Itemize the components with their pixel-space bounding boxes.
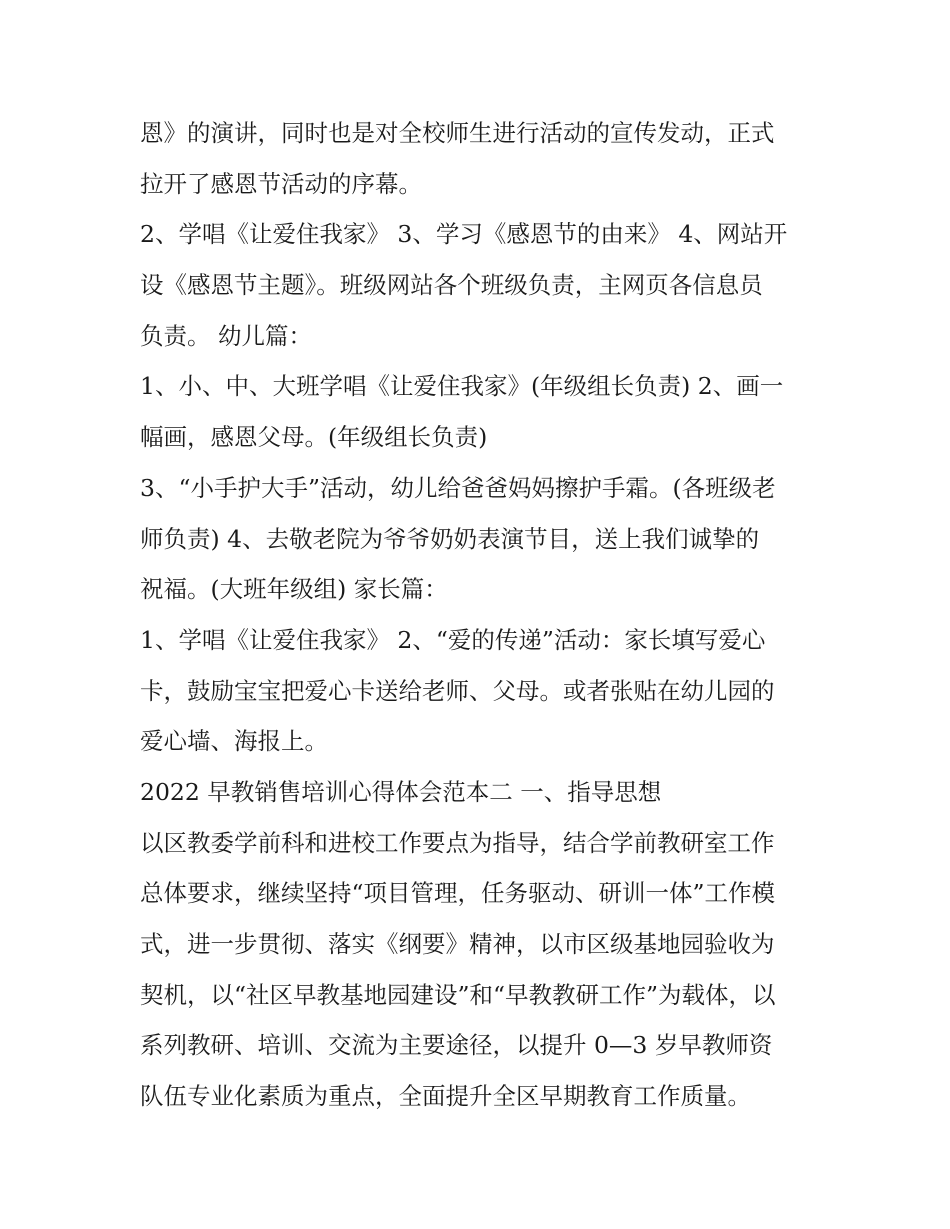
text-line: 以区教委学前科和进校工作要点为指导，结合学前教研室工作 [140,828,775,857]
text-line: 卡，鼓励宝宝把爱心卡送给老师、父母。或者张贴在幼儿园的 [140,676,775,705]
text-line: 契机，以“社区早教基地园建设”和“早教教研工作”为载体，以 [140,980,776,1009]
text-line: 恩》的演讲，同时也是对全校师生进行活动的宣传发动，正式 [140,119,775,147]
text-line: 2、学唱《让爱住我家》 3、学习《感恩节的由来》 4、网站开 [140,220,788,249]
text-line: 祝福。(大班年级组) 家长篇： [140,575,448,604]
text-line: 拉开了感恩节活动的序幕。 [140,169,422,198]
text-line: 设《感恩节主题》。班级网站各个班级负责，主网页各信息员 [140,271,763,300]
text-line: 总体要求，继续坚持“项目管理，任务驱动、研训一体”工作模 [140,879,776,908]
text-line: 爱心墙、海报上。 [140,727,328,756]
text-line: 1、学唱《让爱住我家》 2、“爱的传递”活动：家长填写爱心 [140,625,766,654]
text-line: 3、“小手护大手”活动，幼儿给爸爸妈妈擦护手霜。(各班级老 [140,473,776,502]
text-line: 队伍专业化素质为重点，全面提升全区早期教育工作质量。 [140,1082,751,1111]
text-line: 幅画，感恩父母。(年级组长负责) [140,423,488,452]
text-line: 负责。 幼儿篇： [140,321,312,350]
section-heading: 2022 早教销售培训心得体会范本二 一、指导思想 [140,777,662,806]
text-line: 系列教研、培训、交流为主要途径，以提升 0—3 岁早教师资 [140,1031,773,1060]
text-line: 式，进一步贯彻、落实《纲要》精神，以市区级基地园验收为 [140,930,775,958]
body-text [140,108,830,1122]
text-line: 师负责) 4、去敬老院为爷爷奶奶表演节目，送上我们诚挚的 [140,524,760,553]
text-line: 1、小、中、大班学唱《让爱住我家》(年级组长负责) 2、画一 [140,372,784,401]
